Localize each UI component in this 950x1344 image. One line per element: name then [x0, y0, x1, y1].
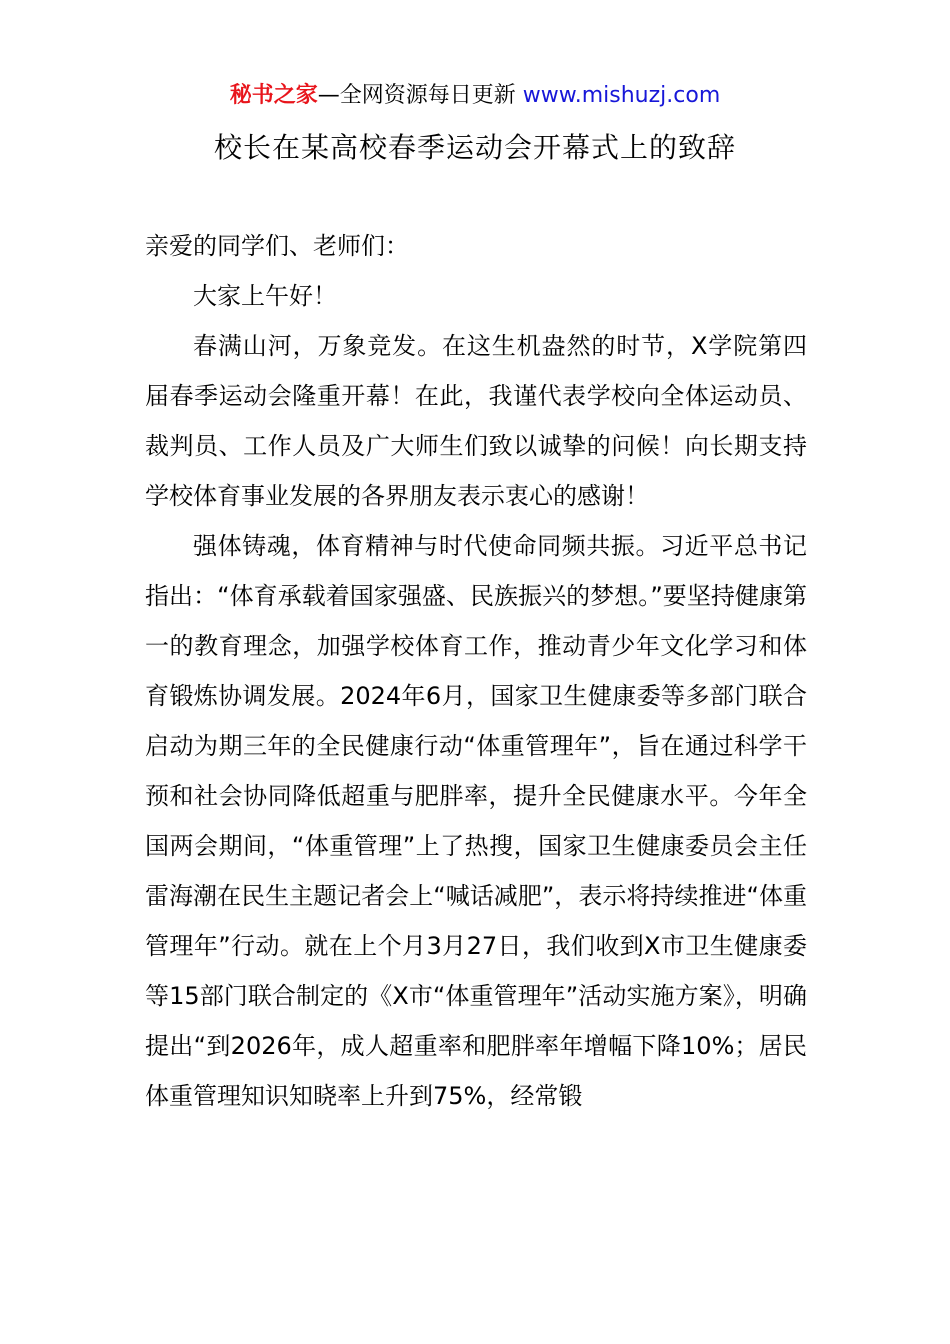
site-name: 秘书之家 [229, 83, 318, 108]
greeting: 大家上午好！ [193, 282, 337, 310]
salutation: 亲爱的同学们、老师们： [145, 232, 409, 260]
document-body [145, 221, 807, 1121]
paragraph-1: 春满山河，万象竞发。在这生机盎然的时节，X学院第四届春季运动会隆重开幕！在此，我谨代表学校向全体运动员、裁判员、工作人员及广大师生们致以诚挚的问候！向长期支持学校体育事业发展的各界朋友表示衷心的感谢！ [145, 332, 807, 510]
document-title: 校长在某高校春季运动会开幕式上的致辞 [213, 131, 736, 164]
site-tagline: —全网资源每日更新 [317, 83, 516, 108]
paragraph-2: 强体铸魂，体育精神与时代使命同频共振。习近平总书记指出：“体育承载着国家强盛、民族振兴的梦想。”要坚持健康第一的教育理念，加强学校体育工作，推动青少年文化学习和体育锻炼协调发展。2024年6月，国家卫生健康委等多部门联合启动为期三年的全民健康行动“体重管理年”，旨在通过科学干预和社会协同降低超重与肥胖率，提升全民健康水平。今年全国两会期间，“体重管理”上了热搜，国家卫生健康委员会主任雷海潮在民生主题记者会上“喊话减肥”，表示将持续推进“体重管理年”行动。就在上个月3月27日，我们收到X市卫生健康委等15部门联合制定的《X市“体重管理年”活动实施方案》，明确提出“到2026年，成人超重率和肥胖率年增幅下降10%；居民体重管理知识知晓率上升到75%，经常锻 [145, 532, 807, 1110]
site-header [0, 80, 950, 112]
site-url-link[interactable]: www.mishuzj.com [522, 83, 721, 108]
